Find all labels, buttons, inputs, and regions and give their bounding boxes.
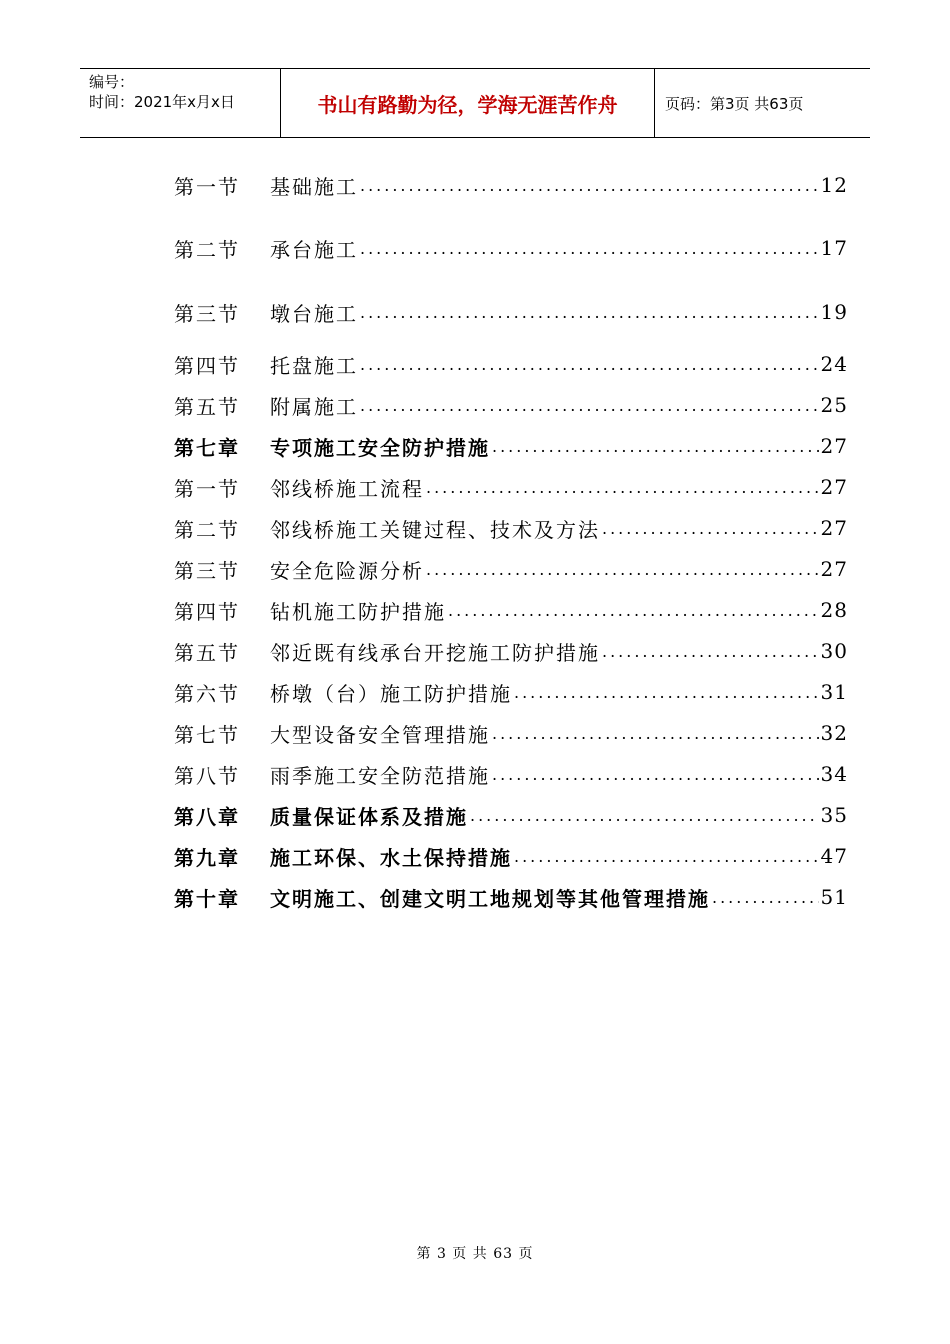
toc-section-entry[interactable] — [174, 554, 848, 584]
toc-entry-number: 第五节 — [174, 640, 240, 665]
toc-entry-page: 19 — [820, 300, 848, 324]
toc-chapter-entry[interactable] — [174, 431, 848, 461]
toc-entry-number: 第四节 — [174, 353, 240, 378]
toc-section-entry[interactable] — [174, 297, 848, 327]
toc-entry-page: 35 — [820, 803, 848, 827]
toc-dot-leader — [426, 478, 819, 497]
toc-entry-page: 17 — [820, 236, 848, 260]
toc-entry-title: 邻线桥施工流程 — [270, 476, 424, 501]
toc-dot-leader — [360, 355, 819, 374]
toc-dot-leader — [360, 303, 819, 322]
toc-entry-number: 第一节 — [174, 174, 240, 199]
toc-dot-leader — [448, 601, 819, 620]
toc-entry-title: 雨季施工安全防范措施 — [270, 763, 490, 788]
toc-dot-leader — [360, 239, 819, 258]
toc-entry-title: 大型设备安全管理措施 — [270, 722, 490, 747]
toc-dot-leader — [492, 765, 819, 784]
toc-entry-number: 第七章 — [174, 435, 240, 460]
toc-section-entry[interactable] — [174, 390, 848, 420]
page-footer: 第 3 页 共 63 页 — [416, 1246, 534, 1262]
toc-entry-number: 第八章 — [174, 804, 240, 829]
toc-entry-page: 31 — [820, 680, 848, 704]
toc-entry-page: 25 — [820, 393, 848, 417]
toc-dot-leader — [602, 642, 819, 661]
toc-entry-title: 质量保证体系及措施 — [270, 804, 468, 829]
toc-entry-page: 12 — [820, 173, 848, 197]
toc-entry-title: 承台施工 — [270, 237, 358, 262]
toc-entry-page: 27 — [820, 475, 848, 499]
page-header — [80, 68, 870, 138]
toc-entry-page: 27 — [820, 557, 848, 581]
toc-entry-number: 第十章 — [174, 886, 240, 911]
toc-section-entry[interactable] — [174, 677, 848, 707]
toc-section-entry[interactable] — [174, 759, 848, 789]
toc-entry-number: 第三节 — [174, 558, 240, 583]
toc-section-entry[interactable] — [174, 513, 848, 543]
toc-dot-leader — [602, 519, 819, 538]
toc-entry-title: 钻机施工防护措施 — [270, 599, 446, 624]
toc-entry-title: 文明施工、创建文明工地规划等其他管理措施 — [270, 886, 710, 911]
toc-entry-page: 47 — [820, 844, 848, 868]
toc-entry-number: 第四节 — [174, 599, 240, 624]
toc-entry-number: 第二节 — [174, 517, 240, 542]
toc-dot-leader — [492, 724, 819, 743]
toc-entry-title: 基础施工 — [270, 174, 358, 199]
toc-entry-page: 27 — [820, 434, 848, 458]
toc-dot-leader — [470, 806, 819, 825]
toc-entry-title: 托盘施工 — [270, 353, 358, 378]
toc-entry-page: 24 — [820, 352, 848, 376]
toc-entry-number: 第七节 — [174, 722, 240, 747]
toc-section-entry[interactable] — [174, 595, 848, 625]
toc-dot-leader — [514, 847, 819, 866]
toc-dot-leader — [360, 396, 819, 415]
toc-entry-page: 30 — [820, 639, 848, 663]
toc-entry-page: 34 — [820, 762, 848, 786]
toc-entry-page: 28 — [820, 598, 848, 622]
toc-entry-title: 邻近既有线承台开挖施工防护措施 — [270, 640, 600, 665]
toc-dot-leader — [360, 176, 819, 195]
header-page-info: 页码：第3页 共63页 — [665, 94, 804, 113]
toc-chapter-entry[interactable] — [174, 800, 848, 830]
toc-entry-title: 专项施工安全防护措施 — [270, 435, 490, 460]
toc-section-entry[interactable] — [174, 636, 848, 666]
toc-dot-leader — [514, 683, 819, 702]
toc-dot-leader — [426, 560, 819, 579]
header-meta — [80, 69, 281, 137]
toc-entry-page: 32 — [820, 721, 848, 745]
toc-dot-leader — [492, 437, 819, 456]
toc-entry-title: 施工环保、水土保持措施 — [270, 845, 512, 870]
toc-section-entry[interactable] — [174, 233, 848, 263]
document-number-label: 编号： — [89, 73, 135, 91]
document-time-label: 时间：2021年x月x日 — [89, 93, 235, 111]
header-motto: 书山有路勤为径，学海无涯苦作舟 — [281, 69, 655, 137]
toc-entry-title: 邻线桥施工关键过程、技术及方法 — [270, 517, 600, 542]
toc-entry-number: 第九章 — [174, 845, 240, 870]
toc-entry-number: 第三节 — [174, 301, 240, 326]
toc-entry-number: 第六节 — [174, 681, 240, 706]
toc-entry-title: 附属施工 — [270, 394, 358, 419]
toc-entry-title: 桥墩（台）施工防护措施 — [270, 681, 512, 706]
toc-section-entry[interactable] — [174, 349, 848, 379]
toc-entry-page: 27 — [820, 516, 848, 540]
toc-entry-title: 墩台施工 — [270, 301, 358, 326]
toc-entry-number: 第一节 — [174, 476, 240, 501]
toc-entry-title: 安全危险源分析 — [270, 558, 424, 583]
toc-dot-leader — [712, 888, 819, 907]
toc-entry-number: 第五节 — [174, 394, 240, 419]
toc-entry-page: 51 — [820, 885, 848, 909]
toc-section-entry[interactable] — [174, 472, 848, 502]
toc-entry-number: 第八节 — [174, 763, 240, 788]
toc-chapter-entry[interactable] — [174, 882, 848, 912]
toc-entry-number: 第二节 — [174, 237, 240, 262]
toc-chapter-entry[interactable] — [174, 841, 848, 871]
toc-section-entry[interactable] — [174, 718, 848, 748]
toc-section-entry[interactable] — [174, 170, 848, 200]
